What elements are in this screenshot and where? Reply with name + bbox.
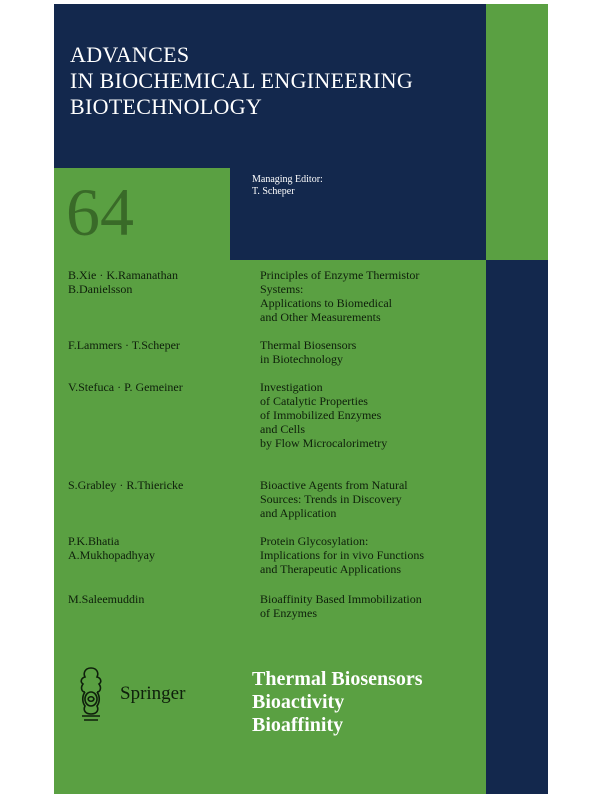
editor-label: Managing Editor: <box>252 174 323 185</box>
series-title-line: ADVANCES <box>70 42 190 67</box>
author-line: P.K.Bhatia <box>68 534 120 548</box>
title-line: Protein Glycosylation: <box>260 534 369 548</box>
toc-entry <box>54 380 484 478</box>
toc-chapter-title <box>260 592 488 624</box>
series-title-line: IN BIOCHEMICAL ENGINEERING <box>70 68 414 93</box>
managing-editor <box>252 174 323 198</box>
author-line: B.Danielsson <box>68 282 133 296</box>
volume-title <box>252 668 423 737</box>
toc-chapter-title <box>260 268 488 338</box>
series-title-line: BIOTECHNOLOGY <box>70 94 263 119</box>
toc-authors <box>54 592 252 624</box>
publisher-imprint <box>72 664 185 724</box>
toc-chapter-title <box>260 380 488 478</box>
toc-authors <box>54 534 252 592</box>
title-line: Implications for in vivo Functions <box>260 548 424 562</box>
volume-number-box <box>54 168 230 260</box>
title-line: Thermal Biosensors <box>260 338 357 352</box>
volume-title-line: Bioactivity <box>252 691 345 713</box>
toc-chapter-title <box>260 534 488 592</box>
toc-entry <box>54 478 484 534</box>
toc-entry <box>54 268 484 338</box>
toc-chapter-title <box>260 478 488 534</box>
title-line: of Immobilized Enzymes <box>260 408 382 422</box>
title-line: Bioactive Agents from Natural <box>260 478 408 492</box>
author-line: S.Grabley · R.Thiericke <box>68 478 184 492</box>
springer-knight-icon <box>72 664 110 724</box>
author-line: M.Saleemuddin <box>68 592 145 606</box>
toc-authors <box>54 478 252 534</box>
toc-entry <box>54 592 484 624</box>
toc-authors <box>54 268 252 338</box>
title-line: Bioaffinity Based Immobilization <box>260 592 422 606</box>
title-line: and Other Measurements <box>260 310 381 324</box>
title-line: by Flow Microcalorimetry <box>260 436 388 450</box>
title-line: Principles of Enzyme Thermistor <box>260 268 420 282</box>
editor-name: T. Scheper <box>252 186 295 197</box>
title-line: of Enzymes <box>260 606 317 620</box>
author-line: A.Mukhopadhyay <box>68 548 155 562</box>
toc-entry <box>54 338 484 380</box>
title-line: and Application <box>260 506 337 520</box>
toc-authors <box>54 380 252 478</box>
book-cover <box>54 4 548 794</box>
author-line: B.Xie · K.Ramanathan <box>68 268 178 282</box>
series-title <box>70 42 413 120</box>
title-line: and Therapeutic Applications <box>260 562 402 576</box>
title-line: in Biotechnology <box>260 352 343 366</box>
title-line: Investigation <box>260 380 323 394</box>
publisher-name: Springer <box>120 683 186 704</box>
author-line: V.Stefuca · P. Gemeiner <box>68 380 183 394</box>
author-line: F.Lammers · T.Scheper <box>68 338 180 352</box>
cover-side-stripe <box>486 260 548 794</box>
title-line: Applications to Biomedical <box>260 296 392 310</box>
table-of-contents <box>54 268 484 624</box>
title-line: and Cells <box>260 422 305 436</box>
title-line: of Catalytic Properties <box>260 394 368 408</box>
cover-header-block <box>54 4 486 260</box>
toc-authors <box>54 338 252 380</box>
volume-title-line: Bioaffinity <box>252 714 344 736</box>
volume-number: 64 <box>66 174 134 250</box>
volume-title-line: Thermal Biosensors <box>252 668 423 690</box>
toc-entry <box>54 534 484 592</box>
toc-chapter-title <box>260 338 488 380</box>
title-line: Systems: <box>260 282 304 296</box>
title-line: Sources: Trends in Discovery <box>260 492 402 506</box>
